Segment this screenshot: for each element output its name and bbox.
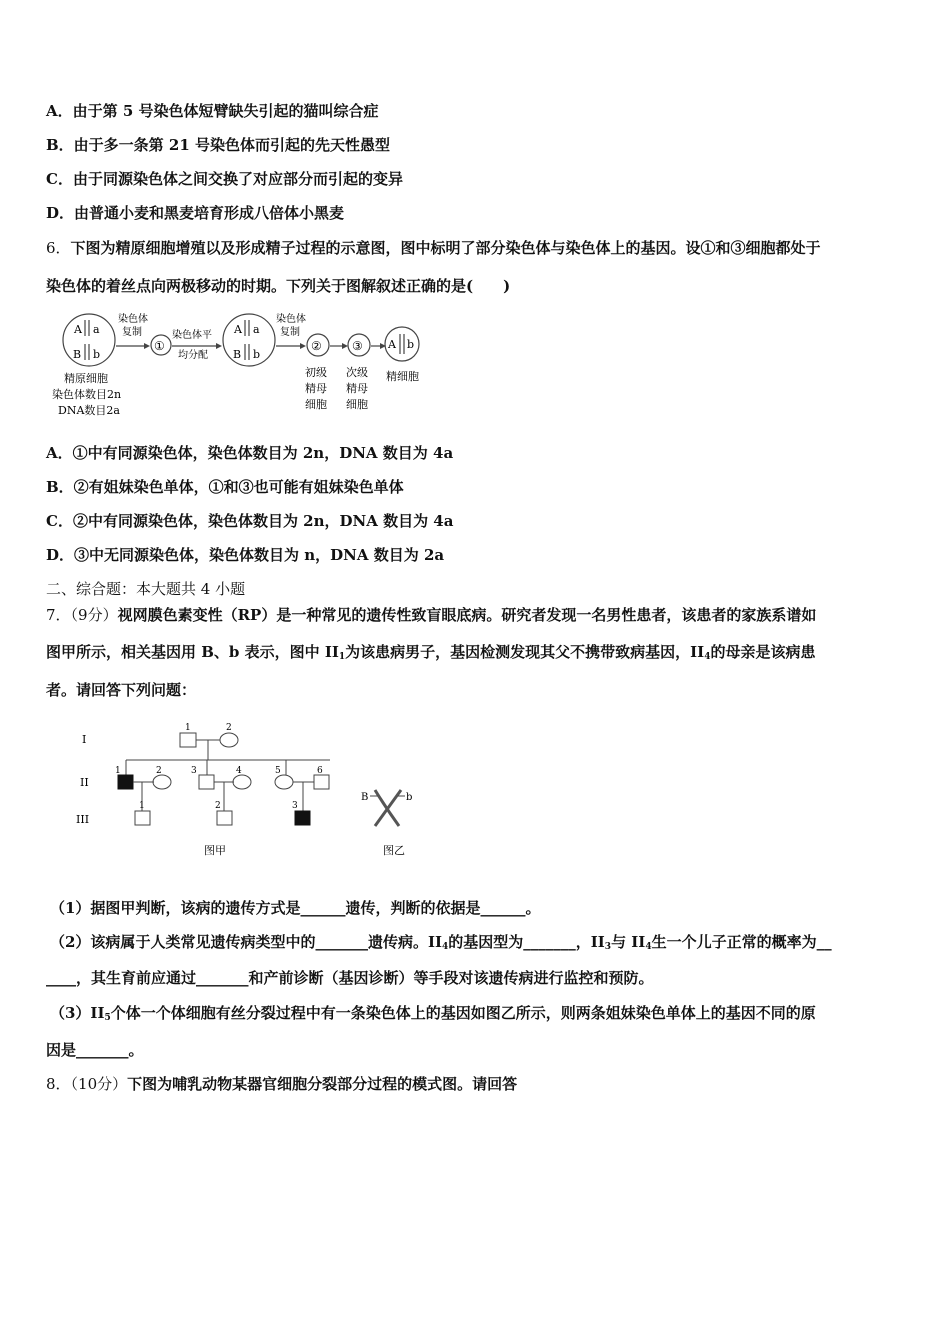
q6-option-c: C．②中有同源染色体，染色体数目为 2n，DNA 数目为 4a [46, 512, 454, 530]
label-sperm: 精细胞 [386, 370, 419, 383]
q6-option-d: D．③中无同源染色体，染色体数目为 n，DNA 数目为 2a [46, 546, 445, 564]
q7-sub2-b: 的基因型为_______，II [448, 933, 605, 951]
label-dna-count: DNA数目2a [58, 404, 120, 417]
q6-stem-line1 [46, 238, 821, 258]
q5-option-d: D．由普通小麦和黑麦培育形成八倍体小黑麦 [46, 204, 345, 222]
gen-I-label: I [82, 733, 87, 746]
III1-label: 1 [139, 801, 145, 811]
gene-A-label: A [74, 323, 82, 336]
chromatid-gene-B: B [361, 792, 369, 803]
q8-number: 8． [46, 1075, 71, 1093]
q7-sub2-c: 与 II [611, 933, 646, 951]
q6-number: 6． [46, 239, 71, 257]
gen-III-label: III [76, 813, 90, 826]
q7-text2c: 的母亲是该病患 [710, 643, 816, 661]
II3-label: 3 [191, 766, 197, 776]
cell-3-label: ③ [352, 339, 363, 353]
section-heading: 二、综合题：本大题共 4 小题 [46, 580, 246, 598]
I2-label: 2 [226, 723, 232, 733]
figure-b-caption: 图乙 [383, 844, 405, 857]
II2-female [153, 775, 171, 789]
II5-female [275, 775, 293, 789]
label-secondary-2: 精母 [346, 382, 368, 395]
q7-sub3-b: 个体一个体细胞有丝分裂过程中有一条染色体上的基因如图乙所示，则两条姐妹染色单体上的基因不同的原 [110, 1004, 816, 1022]
I1-male [180, 733, 196, 747]
gene-A-label-2: A [234, 323, 242, 336]
label-chromosome-count: 染色体数目2n [52, 388, 122, 401]
q7-sub1: （1）据图甲判断，该病的遗传方式是______遗传，判断的依据是______。 [50, 899, 541, 917]
label-secondary-1: 次级 [346, 366, 368, 379]
cell-2-label: ② [311, 339, 322, 353]
label-primary-2: 精母 [305, 382, 327, 395]
q7-sub3-s1: 5 [104, 1013, 111, 1023]
arrow2-label-2: 均分配 [178, 350, 208, 361]
gene-b-label-2: b [253, 348, 261, 361]
q7-text2b: 为该患病男子，基因检测发现其父不携带致病基因，II [345, 643, 705, 661]
q7-sub3-line2: 因是_______。 [46, 1041, 144, 1059]
II4-label: 4 [236, 766, 242, 776]
gene-B-label: B [73, 348, 82, 361]
q7-line1 [46, 605, 816, 625]
II3-male [199, 775, 214, 789]
III2-male [217, 811, 232, 825]
q7-sub3-a: （3）II [50, 1004, 105, 1022]
q8-text: 下图为哺乳动物某器官细胞分裂部分过程的模式图。请回答 [127, 1075, 518, 1093]
II6-label: 6 [317, 766, 323, 776]
q6-stem-line2: 染色体的着丝点向两极移动的时期。下列关于图解叙述正确的是( ) [46, 277, 511, 295]
label-primary-1: 初级 [305, 366, 327, 379]
label-primary-3: 细胞 [305, 398, 327, 411]
q7-sub2-s3: 4 [645, 942, 652, 952]
II2-label: 2 [156, 766, 162, 776]
q8-line1 [46, 1074, 517, 1094]
II1-affected-male [118, 775, 133, 789]
arrow3-label-1: 染色体 [276, 314, 306, 325]
III3-affected-male [295, 811, 310, 825]
II1-label: 1 [115, 766, 121, 776]
III1-male [135, 811, 150, 825]
II6-male [314, 775, 329, 789]
q7-number: 7． [46, 606, 71, 624]
q7-sub2-s1: 4 [441, 942, 449, 952]
III2-label: 2 [215, 801, 221, 811]
sperm-gene-A-label: A [388, 338, 396, 351]
q6-option-b: B．②有姐妹染色单体，①和③也可能有姐妹染色单体 [46, 478, 404, 496]
q7-sub2-a: （2）该病属于人类常见遗传病类型中的_______遗传病。II [50, 933, 442, 951]
q7-sub2-line1 [50, 932, 832, 957]
q7-line3: 者。请回答下列问题： [46, 681, 197, 699]
q7-sub2-s2: 3 [604, 942, 612, 952]
arrow2-label-1: 染色体平 [172, 330, 212, 341]
q7-sub2-line2: ____，其生育前应通过_______和产前诊断（基因诊断）等手段对该遗传病进行监控和预防。 [46, 969, 654, 987]
q8-score: （10分） [70, 1075, 128, 1093]
q7-line2 [46, 642, 815, 667]
gene-a-label: a [93, 323, 100, 336]
gen-II-label: II [80, 776, 89, 789]
gene-b-label: b [93, 348, 101, 361]
q6-spermatogenesis-figure [46, 308, 446, 428]
q5-option-a: A．由于第 5 号染色体短臂缺失引起的猫叫综合症 [46, 102, 379, 120]
chromatid-gene-b: b [406, 792, 413, 803]
arrow1-label-1: 染色体 [118, 314, 148, 325]
sperm-gene-b-label: b [407, 338, 415, 351]
q7-score: （9分） [70, 606, 118, 624]
arrow1-label-2: 复制 [122, 327, 142, 338]
I2-female [220, 733, 238, 747]
gene-B-label-2: B [233, 348, 242, 361]
q6-option-a: A．①中有同源染色体，染色体数目为 2n，DNA 数目为 4a [46, 444, 454, 462]
q7-sub3-line1 [50, 1003, 816, 1028]
II4-female [233, 775, 251, 789]
label-spermatogonium: 精原细胞 [64, 372, 108, 385]
q6-stem-text1: 下图为精原细胞增殖以及形成精子过程的示意图，图中标明了部分染色体与染色体上的基因。设①和③细胞都处于 [70, 239, 821, 257]
II5-label: 5 [275, 766, 281, 776]
q5-option-c: C．由于同源染色体之间交换了对应部分而引起的变异 [46, 170, 403, 188]
gene-a-label-2: a [253, 323, 260, 336]
figure-a-caption: 图甲 [204, 844, 226, 857]
cell-1-label: ① [154, 339, 165, 353]
q7-sub2-d: 生一个儿子正常的概率为__ [651, 933, 832, 951]
q7-sub2: 4 [704, 652, 711, 662]
I1-label: 1 [185, 723, 191, 733]
q7-text1: 视网膜色素变性（RP）是一种常见的遗传性致盲眼底病。研究者发现一名男性患者，该患者的家族系谱如 [117, 606, 817, 624]
III3-label: 3 [292, 801, 298, 811]
q5-option-b: B．由于多一条第 21 号染色体而引起的先天性愚型 [46, 136, 390, 154]
arrow3-label-2: 复制 [280, 327, 300, 338]
q7-pedigree-figure [70, 716, 430, 866]
q7-sub1: 1 [338, 652, 346, 662]
label-secondary-3: 细胞 [346, 398, 368, 411]
q7-text2a: 图甲所示，相关基因用 B、b 表示，图中 II [46, 643, 339, 661]
